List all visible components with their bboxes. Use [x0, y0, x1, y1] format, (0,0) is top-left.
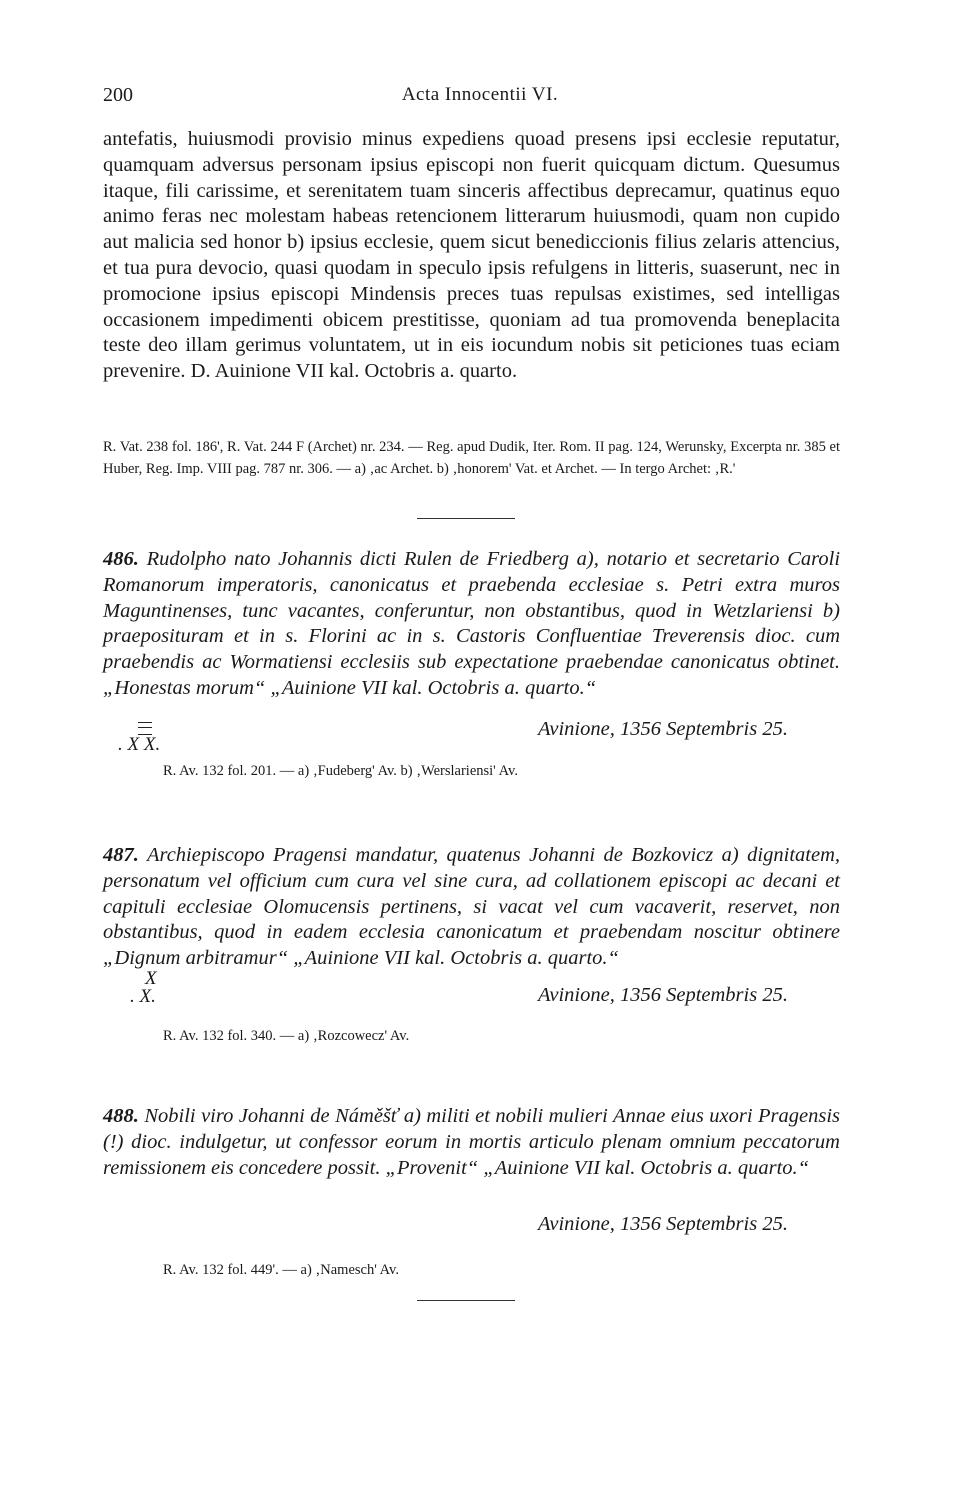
entry-486-reference: R. Av. 132 fol. 201. — a) ‚Fudeberg' Av. b) ‚Werslariensi' Av.	[163, 763, 518, 779]
running-title: Acta Innocentii VI.	[401, 84, 559, 105]
entry-number: 488.	[103, 1105, 139, 1127]
entry-regest-text: Rudolpho nato Johannis dicti Rulen de Friedberg a), notario et secretario Caroli Romanorum imperatoris, canonicatus et praebenda ecclesiae s. Petri extra muros Maguntinenses, tunc vacantes, conferuntur, non obstantibus, quod in Wetzlariensi b) praeposituram et in s. Florini ac in s. Castoris Confluentiae Treverensis dioc. cum praebendis ac Wormatiensi ecclesiis sub expectatione praebendae canonicatus obtinet. „Honestas morum“ „Auinione VII kal. Octobris a. quarto.“	[103, 548, 841, 699]
continuation-text: antefatis, huiusmodi provisio minus expediens quoad presens ipsi ecclesie reputatur, quamquam adversus personam ipsius episcopi non fuerit quicquam dictum. Quesumus itaque, fili carissime, et serenitatem tuam sinceris affectibus deprecamur, quatinus equo animo feras nec molestam habeas retencionem litterarum huiusmodi, quam non cupido aut malicia sed honor b) ipsius ecclesie, quem sicut benediccionis filius zelaris attencius, et tua pura devocio, quasi quodam in speculo ipsis refulgens in litteris, suaserunt, nec in promocione ipsius episcopi Mindensis preces tuas repulsas existimes, sed intelligas occasionem impedimenti obicem prestitisse, quoniam ad tua promovenda beneplacita teste deo illam gerimus voluntatem, ut in eis iocundum nobis sit peticiones tuas eciam prevenire. D. Auinione VII kal. Octobris a. quarto.	[103, 128, 840, 383]
page-number: 200	[103, 84, 133, 106]
entry-487-mark-top: X	[145, 968, 157, 989]
entry-486-mark: . X X.	[118, 734, 161, 755]
entry-486-regest	[103, 547, 840, 702]
entry-488-place-date: Avinione, 1356 Septembris 25.	[538, 1213, 788, 1235]
entry-487-place-date: Avinione, 1356 Septembris 25.	[538, 984, 788, 1006]
entry-487-mark: . X.	[130, 986, 156, 1007]
entry-488-reference: R. Av. 132 fol. 449'. — a) ‚Namesch' Av.	[163, 1262, 399, 1278]
divider-rule	[417, 1300, 515, 1301]
entry-487-regest	[103, 843, 840, 972]
entry-487-reference: R. Av. 132 fol. 340. — a) ‚Rozcowecz' Av.	[163, 1028, 410, 1044]
entry-486-place-date: Avinione, 1356 Septembris 25.	[538, 718, 788, 740]
continuation-paragraph	[103, 127, 840, 385]
entry-regest-text: Archiepiscopo Pragensi mandatur, quatenus Johanni de Bozkovicz a) dignitatem, personatum vel officium cum cura vel sine cura, ad collationem episcopi ac decani et capituli ecclesiae Olomucensis pertinens, si vacat vel cum vacaverit, reservet, non obstantibus, quod in eadem ecclesia canonicatum et praebendam noscitur obtinere „Dignum arbitramur“ „Auinione VII kal. Octobris a. quarto.“	[103, 844, 840, 970]
continuation-note	[103, 436, 840, 480]
entry-488-regest	[103, 1104, 840, 1181]
continuation-note-text: R. Vat. 238 fol. 186', R. Vat. 244 F (Archet) nr. 234. — Reg. apud Dudik, Iter. Rom. II pag. 124, Werunsky, Excerpta nr. 385 et Huber, Reg. Imp. VIII pag. 787 nr. 306. — a) ‚ac Archet. b) ‚honorem' Vat. et Archet. — In tergo Archet: ‚R.'	[103, 439, 840, 477]
entry-number: 486.	[103, 548, 139, 570]
divider-rule	[417, 518, 515, 519]
entry-number: 487.	[103, 844, 139, 866]
entry-regest-text: Nobili viro Johanni de Náměšť a) militi et nobili mulieri Annae eius uxori Pragensis (!) dioc. indulgetur, ut confessor eorum in mortis articulo plenam omnium peccatorum remissionem eis concedere possit. „Provenit“ „Auinione VII kal. Octobris a. quarto.“	[103, 1105, 841, 1179]
